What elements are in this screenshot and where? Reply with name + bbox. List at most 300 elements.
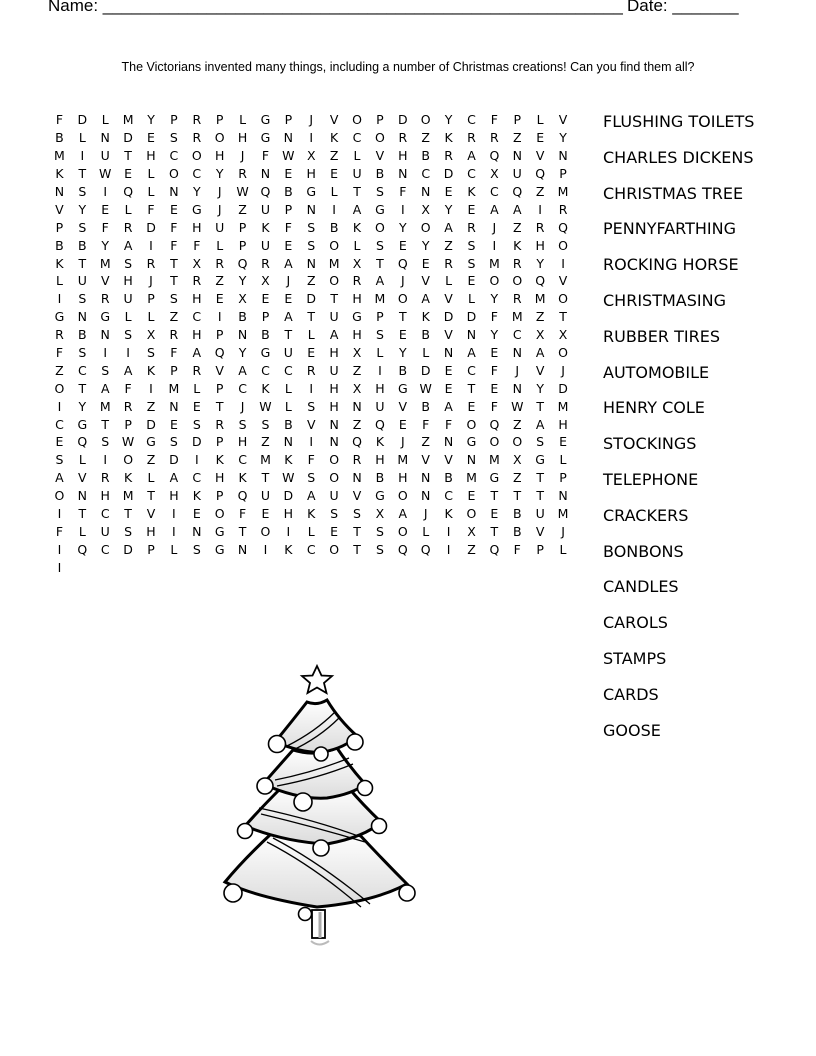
grid-letter[interactable]: O <box>123 452 134 468</box>
grid-letter[interactable]: M <box>557 184 569 199</box>
grid-letter[interactable]: C <box>306 541 316 557</box>
grid-letter[interactable]: G <box>260 345 271 361</box>
grid-letter[interactable]: E <box>215 291 224 307</box>
grid-letter[interactable]: R <box>512 291 522 307</box>
grid-letter[interactable]: S <box>467 255 476 271</box>
grid-letter[interactable]: A <box>352 201 362 217</box>
grid-letter[interactable]: D <box>466 309 477 325</box>
grid-letter[interactable]: I <box>492 237 497 253</box>
grid-letter[interactable]: K <box>421 309 430 325</box>
grid-letter[interactable]: F <box>147 201 155 217</box>
grid-letter[interactable]: I <box>378 362 382 378</box>
grid-letter[interactable]: L <box>307 523 315 539</box>
grid-letter[interactable]: Y <box>78 398 87 414</box>
grid-letter[interactable]: N <box>237 541 248 557</box>
grid-letter[interactable]: Q <box>489 416 500 432</box>
grid-letter[interactable]: S <box>330 506 339 522</box>
grid-letter[interactable]: I <box>561 255 565 271</box>
grid-letter[interactable]: S <box>169 130 178 146</box>
grid-letter[interactable]: T <box>215 398 224 414</box>
grid-letter[interactable]: Q <box>374 416 385 432</box>
grid-letter[interactable]: D <box>191 434 202 450</box>
grid-letter[interactable]: G <box>535 452 545 468</box>
grid-letter[interactable]: O <box>260 523 271 539</box>
grid-letter[interactable]: I <box>446 523 451 539</box>
grid-letter[interactable]: C <box>192 470 202 486</box>
grid-letter[interactable]: Z <box>55 362 64 378</box>
grid-letter[interactable]: Z <box>421 434 430 450</box>
grid-letter[interactable]: H <box>375 452 385 468</box>
grid-letter[interactable]: H <box>283 506 294 522</box>
grid-letter[interactable]: Z <box>238 201 247 217</box>
grid-letter[interactable]: P <box>215 434 224 450</box>
grid-letter[interactable]: N <box>512 380 522 396</box>
grid-letter[interactable]: V <box>535 148 545 164</box>
grid-letter[interactable]: C <box>238 452 247 468</box>
grid-letter[interactable]: Y <box>490 327 499 343</box>
grid-letter[interactable]: T <box>101 416 110 432</box>
grid-letter[interactable]: M <box>54 148 65 164</box>
grid-letter[interactable]: L <box>147 309 155 325</box>
grid-letter[interactable]: C <box>352 130 362 146</box>
grid-letter[interactable]: Y <box>101 237 110 253</box>
grid-letter[interactable]: N <box>352 398 362 414</box>
grid-letter[interactable]: A <box>169 470 179 486</box>
grid-letter[interactable]: O <box>558 291 568 307</box>
grid-letter[interactable]: E <box>467 398 476 414</box>
grid-letter[interactable]: F <box>490 309 498 325</box>
grid-letter[interactable]: D <box>558 380 568 396</box>
grid-letter[interactable]: I <box>172 506 176 522</box>
grid-letter[interactable]: V <box>78 470 87 486</box>
grid-letter[interactable]: F <box>307 452 315 468</box>
grid-letter[interactable]: O <box>558 345 568 361</box>
grid-letter[interactable]: J <box>217 184 222 199</box>
grid-letter[interactable]: B <box>421 327 430 343</box>
grid-letter[interactable]: W <box>511 398 524 414</box>
grid-letter[interactable]: M <box>488 255 500 271</box>
grid-letter[interactable]: P <box>238 219 247 235</box>
grid-letter[interactable]: Z <box>512 219 522 235</box>
grid-letter[interactable]: B <box>444 470 453 486</box>
grid-letter[interactable]: P <box>215 380 224 396</box>
grid-letter[interactable]: P <box>376 309 384 325</box>
grid-letter[interactable]: A <box>192 345 202 361</box>
grid-letter[interactable]: H <box>100 488 110 504</box>
grid-letter[interactable]: P <box>513 112 522 128</box>
grid-letter[interactable]: G <box>489 470 500 486</box>
grid-letter[interactable]: X <box>375 506 385 522</box>
grid-letter[interactable]: C <box>421 166 431 182</box>
grid-letter[interactable]: S <box>536 434 545 450</box>
grid-letter[interactable]: R <box>398 130 408 146</box>
grid-letter[interactable]: I <box>286 523 291 539</box>
grid-letter[interactable]: O <box>214 506 225 522</box>
grid-letter[interactable]: O <box>512 434 523 450</box>
grid-letter[interactable]: G <box>77 416 88 432</box>
grid-letter[interactable]: J <box>240 148 245 164</box>
grid-letter[interactable]: T <box>284 327 293 343</box>
grid-letter[interactable]: E <box>330 523 339 539</box>
grid-letter[interactable]: B <box>375 470 385 486</box>
grid-letter[interactable]: P <box>170 112 178 128</box>
grid-letter[interactable]: J <box>286 273 291 289</box>
grid-letter[interactable]: M <box>122 488 134 504</box>
grid-letter[interactable]: S <box>307 398 316 414</box>
grid-letter[interactable]: J <box>400 273 405 289</box>
grid-letter[interactable]: N <box>352 470 362 486</box>
grid-letter[interactable]: C <box>100 506 110 522</box>
grid-letter[interactable]: T <box>398 309 407 325</box>
grid-letter[interactable]: F <box>124 380 132 396</box>
grid-letter[interactable]: D <box>443 309 454 325</box>
grid-letter[interactable]: R <box>467 130 476 146</box>
grid-letter[interactable]: R <box>123 219 133 235</box>
grid-letter[interactable]: E <box>490 506 499 522</box>
grid-letter[interactable]: L <box>422 523 430 539</box>
grid-letter[interactable]: U <box>329 309 339 325</box>
grid-letter[interactable]: C <box>261 362 270 378</box>
grid-letter[interactable]: Z <box>352 416 362 432</box>
grid-letter[interactable]: U <box>260 237 271 253</box>
grid-letter[interactable]: S <box>238 416 247 432</box>
grid-letter[interactable]: T <box>330 291 338 307</box>
grid-letter[interactable]: F <box>422 416 430 432</box>
grid-letter[interactable]: H <box>329 380 339 396</box>
grid-letter[interactable]: Z <box>215 273 224 289</box>
grid-letter[interactable]: H <box>398 470 408 486</box>
grid-letter[interactable]: M <box>168 380 180 396</box>
grid-letter[interactable]: Z <box>421 130 430 146</box>
grid-letter[interactable]: R <box>100 291 110 307</box>
grid-letter[interactable]: T <box>124 148 132 164</box>
grid-letter[interactable]: N <box>283 130 294 146</box>
grid-letter[interactable]: E <box>467 273 476 289</box>
grid-letter[interactable]: L <box>216 237 224 253</box>
grid-letter[interactable]: T <box>78 255 87 271</box>
grid-letter[interactable]: V <box>421 452 430 468</box>
grid-letter[interactable]: K <box>352 219 362 235</box>
grid-letter[interactable]: Z <box>146 398 156 414</box>
grid-letter[interactable]: I <box>126 345 130 361</box>
grid-letter[interactable]: N <box>558 148 568 164</box>
grid-letter[interactable]: E <box>284 237 293 253</box>
grid-letter[interactable]: Q <box>397 255 408 271</box>
grid-letter[interactable]: E <box>192 398 201 414</box>
grid-letter[interactable]: E <box>398 416 407 432</box>
grid-letter[interactable]: L <box>422 345 430 361</box>
grid-letter[interactable]: N <box>421 488 431 504</box>
grid-letter[interactable]: G <box>260 112 271 128</box>
grid-letter[interactable]: A <box>535 345 545 361</box>
grid-letter[interactable]: Y <box>536 255 544 271</box>
grid-letter[interactable]: E <box>284 166 293 182</box>
grid-letter[interactable]: M <box>397 452 409 468</box>
grid-letter[interactable]: X <box>352 345 362 361</box>
grid-letter[interactable]: Z <box>512 416 522 432</box>
grid-letter[interactable]: M <box>557 398 569 414</box>
grid-letter[interactable]: L <box>78 130 86 146</box>
grid-letter[interactable]: T <box>376 255 384 271</box>
grid-letter[interactable]: H <box>214 148 225 164</box>
grid-letter[interactable]: N <box>306 201 316 217</box>
grid-letter[interactable]: M <box>488 452 500 468</box>
grid-letter[interactable]: C <box>238 380 247 396</box>
grid-letter[interactable]: T <box>307 309 316 325</box>
grid-letter[interactable]: S <box>169 434 178 450</box>
grid-letter[interactable]: W <box>236 184 249 199</box>
grid-letter[interactable]: N <box>466 452 477 468</box>
grid-letter[interactable]: U <box>260 488 271 504</box>
grid-letter[interactable]: E <box>169 201 178 217</box>
grid-letter[interactable]: Y <box>444 201 453 217</box>
grid-letter[interactable]: O <box>54 488 65 504</box>
grid-letter[interactable]: V <box>558 273 568 289</box>
grid-letter[interactable]: Y <box>147 112 155 128</box>
grid-letter[interactable]: Q <box>77 541 88 557</box>
grid-letter[interactable]: V <box>55 201 64 217</box>
grid-letter[interactable]: O <box>329 273 340 289</box>
grid-letter[interactable]: C <box>512 327 522 343</box>
grid-letter[interactable]: C <box>467 362 476 378</box>
grid-letter[interactable]: H <box>146 523 156 539</box>
grid-letter[interactable]: M <box>260 452 271 468</box>
grid-letter[interactable]: N <box>54 184 65 199</box>
grid-letter[interactable]: S <box>101 434 110 450</box>
grid-letter[interactable]: R <box>192 362 202 378</box>
grid-letter[interactable]: S <box>467 237 476 253</box>
grid-letter[interactable]: U <box>123 291 133 307</box>
grid-letter[interactable]: I <box>57 559 62 575</box>
grid-letter[interactable]: W <box>419 380 432 396</box>
grid-letter[interactable]: A <box>375 273 385 289</box>
grid-letter[interactable]: I <box>80 148 85 164</box>
grid-letter[interactable]: H <box>192 327 202 343</box>
grid-letter[interactable]: L <box>124 309 132 325</box>
grid-letter[interactable]: C <box>77 362 87 378</box>
grid-letter[interactable]: N <box>169 184 179 199</box>
grid-letter[interactable]: T <box>78 506 87 522</box>
grid-letter[interactable]: S <box>192 541 201 557</box>
grid-letter[interactable]: R <box>192 130 202 146</box>
grid-letter[interactable]: E <box>467 201 476 217</box>
grid-letter[interactable]: E <box>192 506 201 522</box>
grid-letter[interactable]: T <box>536 398 544 414</box>
grid-letter[interactable]: K <box>261 380 270 396</box>
grid-letter[interactable]: M <box>99 398 111 414</box>
grid-letter[interactable]: A <box>467 148 476 164</box>
grid-letter[interactable]: A <box>490 201 499 217</box>
grid-letter[interactable]: L <box>78 452 86 468</box>
grid-letter[interactable]: S <box>78 345 87 361</box>
grid-letter[interactable]: F <box>101 219 109 235</box>
grid-letter[interactable]: Q <box>489 148 500 164</box>
date-field[interactable]: Date: _______ <box>627 0 739 15</box>
grid-letter[interactable]: F <box>170 237 178 253</box>
grid-letter[interactable]: I <box>309 380 314 396</box>
name-field[interactable]: Name: _______________________________________________________ <box>48 0 623 15</box>
grid-letter[interactable]: N <box>329 416 339 432</box>
grid-letter[interactable]: C <box>55 416 64 432</box>
grid-letter[interactable]: D <box>146 416 156 432</box>
grid-letter[interactable]: G <box>54 309 65 325</box>
grid-letter[interactable]: V <box>352 488 362 504</box>
grid-letter[interactable]: S <box>192 416 201 432</box>
grid-letter[interactable]: H <box>558 416 568 432</box>
grid-letter[interactable]: V <box>535 362 545 378</box>
grid-letter[interactable]: R <box>352 273 362 289</box>
grid-letter[interactable]: Y <box>421 237 430 253</box>
grid-letter[interactable]: R <box>535 219 545 235</box>
grid-letter[interactable]: M <box>99 255 111 271</box>
grid-letter[interactable]: D <box>306 291 317 307</box>
grid-letter[interactable]: T <box>170 273 178 289</box>
grid-letter[interactable]: R <box>215 255 225 271</box>
grid-letter[interactable]: A <box>306 488 316 504</box>
grid-letter[interactable]: E <box>101 201 110 217</box>
grid-letter[interactable]: E <box>284 291 293 307</box>
grid-letter[interactable]: U <box>329 488 339 504</box>
grid-letter[interactable]: T <box>78 166 87 182</box>
grid-letter[interactable]: P <box>536 541 544 557</box>
grid-letter[interactable]: P <box>284 112 293 128</box>
grid-letter[interactable]: I <box>194 452 199 468</box>
grid-letter[interactable]: A <box>444 398 453 414</box>
grid-letter[interactable]: I <box>57 541 62 557</box>
grid-letter[interactable]: G <box>100 309 111 325</box>
grid-letter[interactable]: A <box>238 362 247 378</box>
grid-letter[interactable]: N <box>398 166 408 182</box>
grid-letter[interactable]: G <box>352 309 362 325</box>
grid-letter[interactable]: P <box>55 219 64 235</box>
grid-letter[interactable]: O <box>329 541 340 557</box>
grid-letter[interactable]: I <box>217 309 222 325</box>
grid-letter[interactable]: E <box>261 506 270 522</box>
grid-letter[interactable]: W <box>121 434 135 450</box>
grid-letter[interactable]: L <box>284 380 292 396</box>
grid-letter[interactable]: G <box>466 434 477 450</box>
grid-letter[interactable]: V <box>329 112 339 128</box>
grid-letter[interactable]: B <box>421 398 430 414</box>
grid-letter[interactable]: R <box>490 130 499 146</box>
grid-letter[interactable]: F <box>284 219 292 235</box>
grid-letter[interactable]: Q <box>77 434 88 450</box>
grid-letter[interactable]: V <box>146 506 156 522</box>
grid-letter[interactable]: O <box>374 219 385 235</box>
grid-letter[interactable]: T <box>559 309 567 325</box>
grid-letter[interactable]: S <box>147 345 155 361</box>
grid-letter[interactable]: O <box>352 112 362 128</box>
grid-letter[interactable]: P <box>261 309 270 325</box>
grid-letter[interactable]: Z <box>535 184 545 199</box>
grid-letter[interactable]: D <box>169 452 179 468</box>
grid-letter[interactable]: G <box>375 201 385 217</box>
grid-letter[interactable]: Y <box>559 130 567 146</box>
grid-letter[interactable]: U <box>375 398 385 414</box>
grid-letter[interactable]: B <box>421 148 430 164</box>
grid-letter[interactable]: E <box>444 380 453 396</box>
grid-letter[interactable]: U <box>100 523 110 539</box>
grid-letter[interactable]: Q <box>352 434 362 450</box>
grid-letter[interactable]: T <box>353 541 361 557</box>
grid-letter[interactable]: E <box>398 327 407 343</box>
grid-letter[interactable]: K <box>238 470 247 486</box>
grid-letter[interactable]: B <box>284 184 293 199</box>
grid-letter[interactable]: I <box>172 523 176 539</box>
grid-letter[interactable]: B <box>512 523 522 539</box>
grid-letter[interactable]: O <box>214 130 225 146</box>
grid-letter[interactable]: O <box>466 506 477 522</box>
grid-letter[interactable]: I <box>538 201 542 217</box>
grid-letter[interactable]: F <box>170 345 178 361</box>
grid-letter[interactable]: K <box>375 434 385 450</box>
grid-letter[interactable]: I <box>446 541 451 557</box>
grid-letter[interactable]: T <box>261 470 270 486</box>
grid-letter[interactable]: C <box>444 488 453 504</box>
grid-letter[interactable]: F <box>399 184 407 199</box>
grid-letter[interactable]: B <box>55 237 64 253</box>
grid-letter[interactable]: Q <box>123 184 134 199</box>
grid-letter[interactable]: O <box>420 219 431 235</box>
grid-letter[interactable]: L <box>467 291 475 307</box>
grid-letter[interactable]: Q <box>260 184 271 199</box>
grid-letter[interactable]: K <box>444 506 453 522</box>
grid-letter[interactable]: L <box>78 523 86 539</box>
grid-letter[interactable]: D <box>283 488 294 504</box>
grid-letter[interactable]: C <box>100 541 110 557</box>
grid-letter[interactable]: F <box>238 506 247 522</box>
grid-letter[interactable]: R <box>306 362 316 378</box>
grid-letter[interactable]: K <box>192 488 201 504</box>
grid-letter[interactable]: O <box>374 130 385 146</box>
grid-letter[interactable]: T <box>536 488 544 504</box>
grid-letter[interactable]: H <box>192 291 202 307</box>
grid-letter[interactable]: F <box>55 112 64 128</box>
grid-letter[interactable]: A <box>55 470 64 486</box>
grid-letter[interactable]: K <box>55 255 64 271</box>
grid-letter[interactable]: X <box>352 255 362 271</box>
grid-letter[interactable]: H <box>214 470 225 486</box>
grid-letter[interactable]: L <box>536 112 544 128</box>
grid-letter[interactable]: A <box>535 416 545 432</box>
grid-letter[interactable]: N <box>306 255 316 271</box>
grid-letter[interactable]: L <box>147 184 155 199</box>
grid-letter[interactable]: S <box>307 470 316 486</box>
grid-letter[interactable]: D <box>123 541 133 557</box>
grid-letter[interactable]: U <box>352 166 362 182</box>
grid-letter[interactable]: T <box>78 380 87 396</box>
grid-letter[interactable]: Y <box>238 273 247 289</box>
grid-letter[interactable]: B <box>238 309 247 325</box>
grid-letter[interactable]: X <box>238 291 247 307</box>
grid-letter[interactable]: R <box>55 327 64 343</box>
grid-letter[interactable]: W <box>259 398 272 414</box>
grid-letter[interactable]: V <box>535 523 545 539</box>
grid-letter[interactable]: S <box>78 184 87 199</box>
grid-letter[interactable]: V <box>215 362 224 378</box>
grid-letter[interactable]: U <box>512 166 522 182</box>
grid-letter[interactable]: F <box>490 398 498 414</box>
grid-letter[interactable]: T <box>170 255 178 271</box>
grid-letter[interactable]: P <box>147 291 155 307</box>
grid-letter[interactable]: E <box>55 434 64 450</box>
grid-letter[interactable]: R <box>352 452 362 468</box>
grid-letter[interactable]: E <box>490 380 499 396</box>
grid-letter[interactable]: Y <box>192 184 201 199</box>
grid-letter[interactable]: A <box>123 237 133 253</box>
grid-letter[interactable]: H <box>352 291 362 307</box>
grid-letter[interactable]: O <box>489 434 500 450</box>
